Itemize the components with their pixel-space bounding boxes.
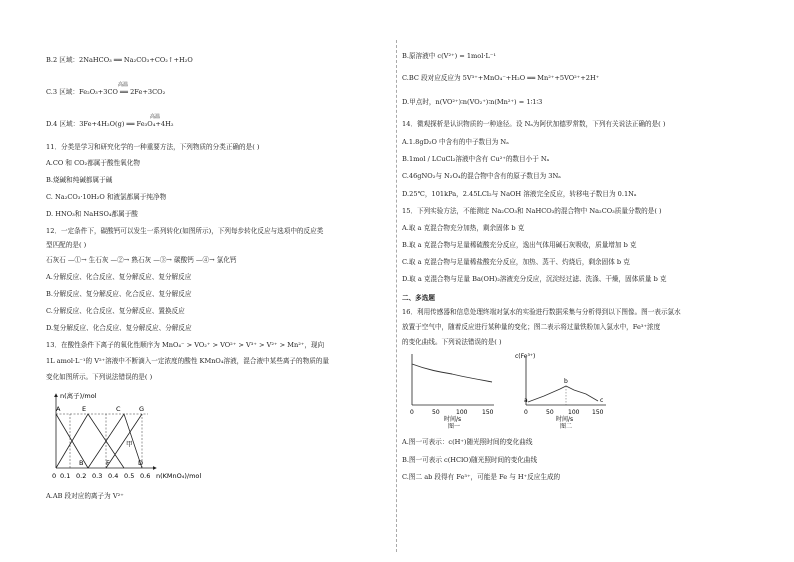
point-jia: 甲 <box>126 440 133 448</box>
q14-option-b: B.1mol / LCuCl₂溶液中含有 Cu²⁺的数目小于 Nₐ <box>402 155 550 163</box>
x-tick-1: 0.1 <box>60 472 71 480</box>
g2-point-a: a <box>524 397 528 404</box>
graph-two <box>514 350 624 430</box>
curve-two <box>528 386 598 402</box>
y-axis-label: n(离子)/mol <box>60 392 97 400</box>
option-c3: C.3 区域：Fe₂O₃+3CO ══ 2Fe+3CO₂ <box>46 88 166 96</box>
q13-option-b: B.原溶液中 c(V²⁺) = 1mol·L⁻¹ <box>402 52 496 60</box>
g2-point-c: c <box>600 397 604 404</box>
q12-option-b: B.分解反应、复分解反应、化合反应、复分解反应 <box>46 290 192 298</box>
q15-option-d: D.取 a 克混合物与足量 Ba(OH)₂溶液充分反应，沉淀经过滤、洗涤、干燥，固体质量 b 克 <box>402 275 667 283</box>
g1-caption: 图一 <box>448 423 461 430</box>
question-16-line1: 16．利用传感器和信息处理终端对氯水的实验进行数据采集与分析得到以下图像。图一表示氯水 <box>402 308 681 316</box>
q14-option-c: C.46gNO₂与 N₂O₄的混合物中含有的原子数目为 3Nₐ <box>402 172 561 180</box>
condition-high-temp-2: 高温 <box>150 114 161 120</box>
q13-option-c: C.BC 段对应反应为 5V³⁺+MnO₄⁻+H₂O ══ Mn²⁺+5VO²⁺+2H⁺ <box>402 74 600 82</box>
g2-tick-50: 50 <box>546 409 554 416</box>
x-origin: 0 <box>52 472 57 480</box>
q13-option-d: D.甲点时，n(VO²⁺)∶n(VO₂⁺)∶n(Mn²⁺) = 1∶1∶3 <box>402 98 543 106</box>
line-dg <box>106 414 142 468</box>
q15-option-b: B.取 a 克混合物与足量稀硫酸充分反应，逸出气体用碱石灰吸收，质量增加 b 克 <box>402 241 637 249</box>
question-14: 14．微观探析是认识物质的一种途径。设 Nₐ为阿伏加德罗常数，下列有关说法正确的是( ) <box>402 120 666 128</box>
option-b2: B.2 区域：2NaHCO₃ ══ Na₂CO₃+CO₂↑+H₂O <box>46 56 193 64</box>
x-tick-2: 0.2 <box>76 472 87 480</box>
right-column <box>402 0 762 562</box>
point-a: A <box>56 405 61 413</box>
point-b: B <box>79 459 84 467</box>
option-d4: D.4 区域：3Fe+4H₂O(g) ══ Fe₃O₄+4H₂ <box>46 120 174 128</box>
q12-option-c: C.分解反应、化合反应、复分解反应、置换反应 <box>46 307 185 315</box>
x-tick-4: 0.4 <box>108 472 119 480</box>
question-13-line2: 1L amol·L⁻¹的 V²⁺溶液中不断滴入一定浓度的酸性 KMnO₄溶液，混合液中某些离子的物质的量 <box>46 357 329 365</box>
question-13-line1: 13．在酸性条件下离子的氧化性顺序为 MnO₄⁻ > VO₂⁺ > VO²⁺ > V³⁺ > V²⁺ > Mn²⁺，现向 <box>46 341 325 349</box>
q12-option-d: D.复分解反应、化合反应、复分解反应、分解反应 <box>46 324 192 332</box>
x-axis-label: n(KMnO₄)/mol <box>156 472 202 480</box>
q16-option-b: B.图一可表示 c(HClO)随光照时间的变化曲线 <box>402 456 538 464</box>
q14-option-d: D.25℃，101kPa，2.45LCl₂与 NaOH 溶液完全反应，转移电子数目为 0.1Nₐ <box>402 190 637 198</box>
q11-option-b: B.烧碱和纯碱都属于碱 <box>46 176 113 184</box>
q11-option-a: A.CO 和 CO₂都属于酸性氧化物 <box>46 159 140 167</box>
g1-tick-0: 0 <box>410 409 414 416</box>
point-g: G <box>139 405 145 413</box>
question-13-line3: 变化如图所示。下列说法错误的是( ) <box>46 373 153 381</box>
section-heading: 二、多选题 <box>402 294 435 302</box>
line-ef <box>88 414 142 468</box>
question-15: 15．下列实验方法，不能测定 Na₂CO₃和 NaHCO₃的混合物中 Na₂CO₃质量分数的是( ) <box>402 207 662 215</box>
curve-one <box>412 364 492 382</box>
point-f: F <box>106 459 110 467</box>
g2-x-label: 时间/s <box>556 416 574 423</box>
g2-tick-0: 0 <box>524 409 528 416</box>
q12-option-a: A.分解反应、化合反应、复分解反应、复分解反应 <box>46 273 192 281</box>
g2-y-label: c(Fe³⁺) <box>515 353 536 360</box>
point-d: D <box>138 459 144 467</box>
x-tick-3: 0.3 <box>92 472 103 480</box>
reaction-chain: 石灰石 —①→ 生石灰 —②→ 熟石灰 —③→ 碳酸钙 —④→ 氯化钙 <box>46 256 237 264</box>
x-tick-5: 0.5 <box>124 472 135 480</box>
q16-option-a: A.图一可表示：c(H⁺)随光照时间的变化曲线 <box>402 438 533 446</box>
g1-x-label: 时间/s <box>444 416 462 423</box>
q11-option-d: D. HNO₃和 NaHSO₄都属于酸 <box>46 210 138 218</box>
condition-high-temp: 高温 <box>118 82 129 88</box>
g1-tick-50: 50 <box>432 409 440 416</box>
q14-option-a: A.1.8gD₂O 中含有的中子数目为 Nₐ <box>402 138 509 146</box>
g2-caption: 图二 <box>560 423 573 430</box>
g2-point-b: b <box>564 378 568 385</box>
question-12-line1: 12．一定条件下，碳酸钙可以发生一系列转化(如图所示)，下列每步转化反应与选项中的反应类 <box>46 227 324 235</box>
q15-option-c: C.取 a 克混合物与足量稀盐酸充分反应，加热、蒸干、灼烧后，剩余固体 b 克 <box>402 258 630 266</box>
g2-tick-100: 100 <box>568 409 580 416</box>
g1-tick-150: 150 <box>482 409 494 416</box>
point-c: C <box>116 405 121 413</box>
line-bc <box>56 414 124 468</box>
q15-option-a: A.取 a 克混合物充分加热，剩余固体 b 克 <box>402 224 525 232</box>
ion-amount-graph <box>46 388 236 488</box>
g1-tick-100: 100 <box>456 409 468 416</box>
q11-option-c: C. Na₂CO₃·10H₂O 和液氯都属于纯净物 <box>46 193 167 201</box>
question-12-line2: 型匹配的是( ) <box>46 241 87 249</box>
x-tick-6: 0.6 <box>140 472 151 480</box>
question-16-line2: 放置于空气中，随着反应进行某种量的变化；图二表示将过量铁粉加入氯水中，Fe³⁺浓度 <box>402 323 661 331</box>
g2-tick-150: 150 <box>592 409 604 416</box>
question-11: 11．分类是学习和研究化学的一种重要方法，下列物质的分类正确的是( ) <box>46 143 260 151</box>
point-e: E <box>82 405 87 413</box>
q13-option-a: A.AB 段对应的离子为 V²⁺ <box>46 492 124 500</box>
graph-one <box>402 350 512 430</box>
question-16-line3: 的变化曲线。下列说法错误的是( ) <box>402 338 502 346</box>
q16-option-c: C.图二 ab 段得有 Fe³⁺，可能是 Fe 与 H⁺反应生成的 <box>402 473 561 481</box>
left-column <box>46 0 406 562</box>
